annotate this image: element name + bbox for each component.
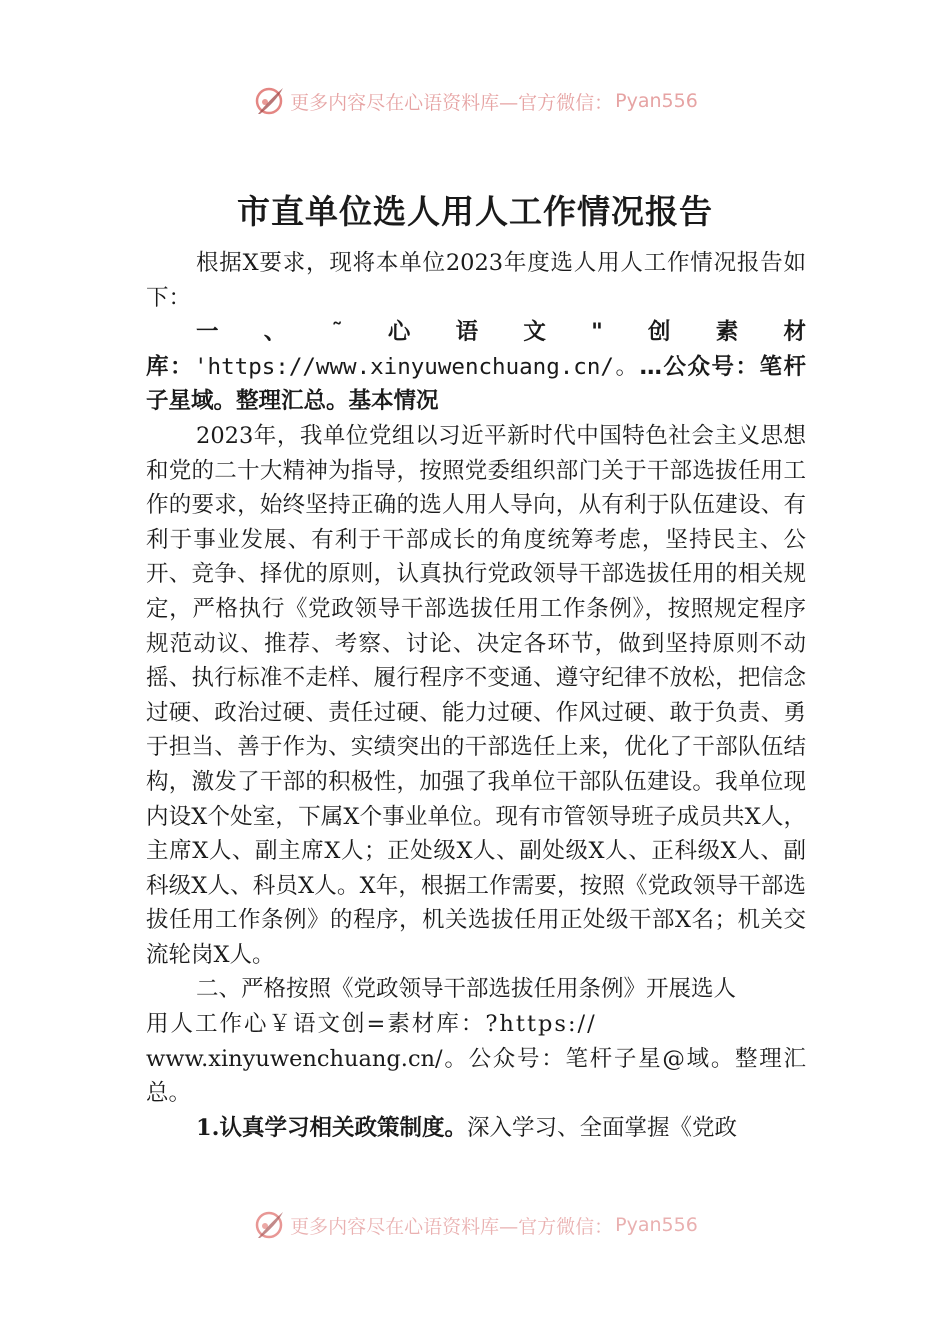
document-body (146, 246, 806, 1145)
document-title: 市直单位选人用人工作情况报告 (237, 192, 713, 231)
watermark-wechat-id: Pyan556 (615, 90, 698, 112)
watermark-footer (0, 1208, 950, 1242)
item-1-heading: 1.认真学习相关政策制度。 (196, 1114, 467, 1141)
quill-pen-logo-icon (252, 1208, 286, 1242)
section-2-line-1: 二、严格按照《党政领导干部选拔任用条例》开展选人 (196, 976, 737, 1003)
section-1-heading (146, 315, 806, 419)
section-2-line-2: 用人工作心￥语文创=素材库：?https:// (146, 1011, 597, 1038)
watermark-header (0, 84, 950, 118)
section-1-suffix: …公众号：笔杆子星域。整理汇总。基本情况 (146, 353, 806, 415)
intro-paragraph: 根据X要求，现将本单位2023年度选人用人工作情况报告如下： (146, 250, 806, 311)
quill-pen-logo-icon (252, 84, 286, 118)
watermark-text: 更多内容尽在心语资料库—官方微信： (290, 1215, 614, 1238)
watermark-wechat-id: Pyan556 (615, 1214, 698, 1236)
section-1-url: 'https://www.xinyuwenchuang.cn/。 (194, 353, 640, 380)
watermark-text: 更多内容尽在心语资料库—官方微信： (290, 91, 614, 114)
section-1-prefix: 一、˜心语文"创素材库： (146, 319, 806, 380)
section-2-line-3: www.xinyuwenchuang.cn/。公众号：笔杆子星@域。整理汇总。 (146, 1045, 806, 1107)
item-1-text: 深入学习、全面掌握《党政 (467, 1114, 738, 1141)
item-1-paragraph (146, 1111, 806, 1146)
paragraph-basic-situation: 2023年，我单位党组以习近平新时代中国特色社会主义思想和党的二十大精神为指导，按照党委组织部门关于干部选拔任用工作的要求，始终坚持正确的选人用人导向，从有利于队伍建设、有利于事业发展、有利于干部成长的角度统筹考虑，坚持民主、公开、竞争、择优的原则，认真执行党政领导干部选拔任用的相关规定，严格执行《党政领导干部选拔任用工作条例》，按照规定程序规范动议、推荐、考察、讨论、决定各环节，做到坚持原则不动摇、执行标准不走样、履行程序不变通、遵守纪律不放松，把信念过硬、政治过硬、责任过硬、能力过硬、作风过硬、敢于负责、勇于担当、善于作为、实绩突出的干部选任上来，优化了干部队伍结构，激发了干部的积极性，加强了我单位干部队伍建设。我单位现内设X个处室，下属X个事业单位。现有市管领导班子成员共X人，主席X人、副主席X人；正处级X人、副处级X人、正科级X人、副科级X人、科员X人。X年，根据工作需要，按照《党政领导干部选拔任用工作条例》的程序，机关选拔任用正处级干部X名；机关交流轮岗X人。 (146, 422, 806, 968)
